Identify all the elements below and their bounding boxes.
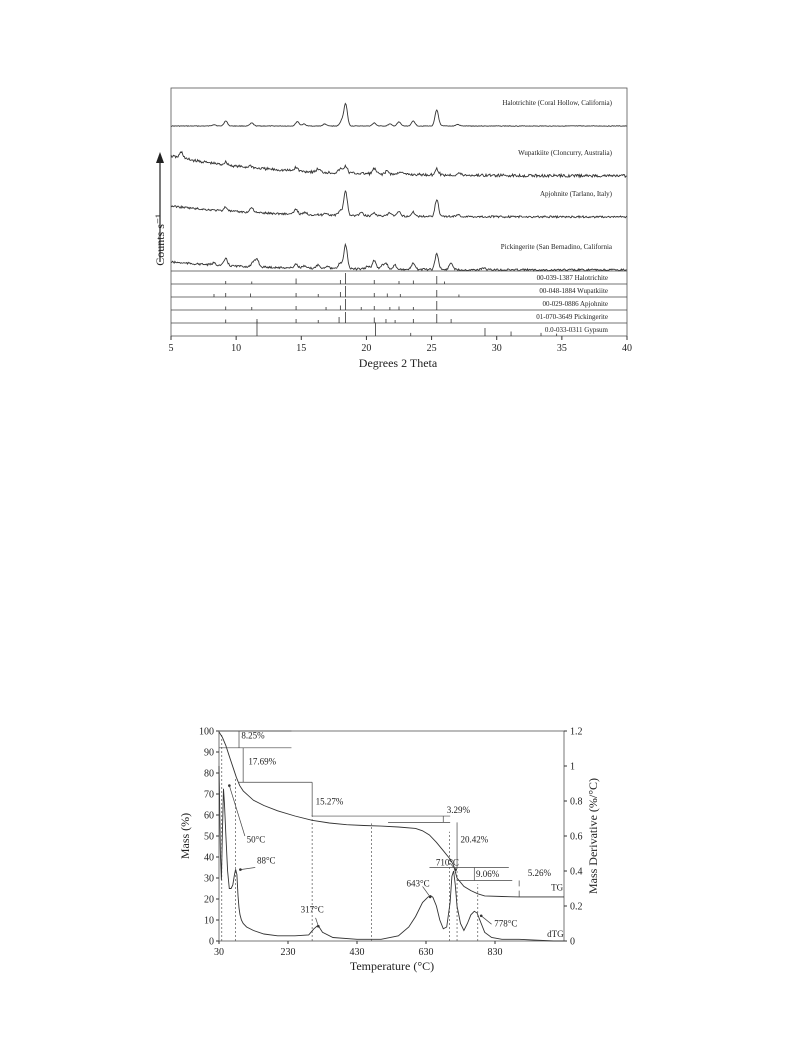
tga-annotation-label: TG [551,882,564,893]
tga-y-tick-label: 90 [204,747,214,759]
tga-annotation-label: 9.06% [476,868,500,879]
tga-y-tick-label: 50 [204,831,214,843]
tga-annotation-label: 710°C [435,857,459,868]
tga-pointer [240,868,255,870]
tga-annotation-label: 317°C [300,904,324,915]
ref-pattern-label: 01-070-3649 Pickingerite [536,313,608,321]
tga-x-tick-label: 430 [349,947,365,958]
xrd-tick-label: 15 [296,343,307,354]
tga-right-tick-label: 0 [570,936,575,948]
tga-y-tick-label: 30 [204,873,214,885]
tga-y-tick-label: 0 [209,936,214,948]
xrd-tick-label: 30 [491,343,502,354]
tga-pointer-tip [429,896,432,899]
ref-pattern-label: 0.0-033-0311 Gypsum [544,326,608,334]
ref-pattern-label: 00-029-0886 Apjohnite [542,300,608,308]
tga-annotation-label: 8.25% [241,730,265,741]
tga-annotation-label: 88°C [256,855,276,866]
tga-y-ticks [199,727,219,948]
ref-pattern-label: 00-048-1884 Wupatkiite [539,287,608,295]
ref-pattern-label: 00-039-1387 Halotrichite [536,274,608,282]
tga-annotation-label: dTG [547,928,564,939]
xrd-tick-label: 10 [231,343,242,354]
tga-pointer-tip [454,868,457,871]
tga-annotation-label: 643°C [406,878,430,889]
tga-annotation-label: 50°C [246,834,266,845]
tga-right-tick-label: 1 [570,761,575,773]
tga-y-tick-label: 70 [204,789,214,801]
xrd-y-axis-label: Counts s⁻¹ [153,214,167,266]
xrd-tick-label: 5 [168,343,174,354]
xrd-x-axis-label: Degrees 2 Theta [358,356,438,370]
tga-right-tick-label: 1.2 [570,726,583,738]
tga-pointer-tip [228,784,231,787]
tga-pointer-tip [239,868,242,871]
tga-y-tick-label: 100 [199,726,214,738]
tga-annotation-label: 5.26% [527,867,552,878]
tga-annotation-label: 20.42% [460,834,489,845]
tga-x-tick-label: 830 [487,947,503,958]
tga-annotation-label: 15.27% [315,796,344,807]
tga-y-axis-label: Mass (%) [178,812,192,860]
tga-right-tick-label: 0.8 [570,796,583,808]
tga-annotation-label: 3.29% [446,804,470,815]
tga-right-y-axis-label: Mass Derivative (%/°C) [586,777,600,895]
tga-y-tick-label: 40 [204,852,214,864]
xrd-tick-label: 25 [426,343,437,354]
tga-annotations [219,730,564,938]
tga-x-tick-label: 630 [418,947,434,958]
tga-annotation-label: 778°C [494,918,518,929]
tga-y-tick-label: 80 [204,768,214,780]
tga-x-ticks [214,941,503,958]
tga-pointer-tip [317,925,320,928]
xrd-tick-label: 20 [361,343,372,354]
tga-x-axis-label: Temperature (°C) [349,959,435,973]
xrd-trace-label: Apjohnite (Tarlano, Italy) [539,190,612,198]
xrd-trace-label: Pickingerite (San Bernadino, California [500,243,612,251]
tga-pointer [481,916,491,924]
tga-y-tick-label: 60 [204,810,214,822]
tga-right-tick-label: 0.2 [570,901,583,913]
xrd-tick-label: 40 [622,343,632,354]
tga-x-tick-label: 230 [280,947,296,958]
tga-x-tick-label: 30 [214,947,224,958]
tga-annotation-label: 17.69% [248,756,277,767]
tga-right-y-ticks [564,727,583,948]
tga-right-tick-label: 0.4 [570,866,583,878]
tga-pointer-tip [480,915,483,918]
xrd-trace-label: Halotrichite (Coral Hollow, California) [502,99,612,107]
tga-y-tick-label: 10 [204,915,214,927]
tga-series-dtg [219,766,564,941]
tga-pointer [229,786,245,836]
xrd-trace-label: Wupatkiite (Cloncurry, Australia) [518,149,612,157]
tga-right-tick-label: 0.6 [570,831,583,843]
tga-y-tick-label: 20 [204,894,214,906]
tga-pointer [316,918,319,926]
xrd-tick-label: 35 [556,343,567,354]
